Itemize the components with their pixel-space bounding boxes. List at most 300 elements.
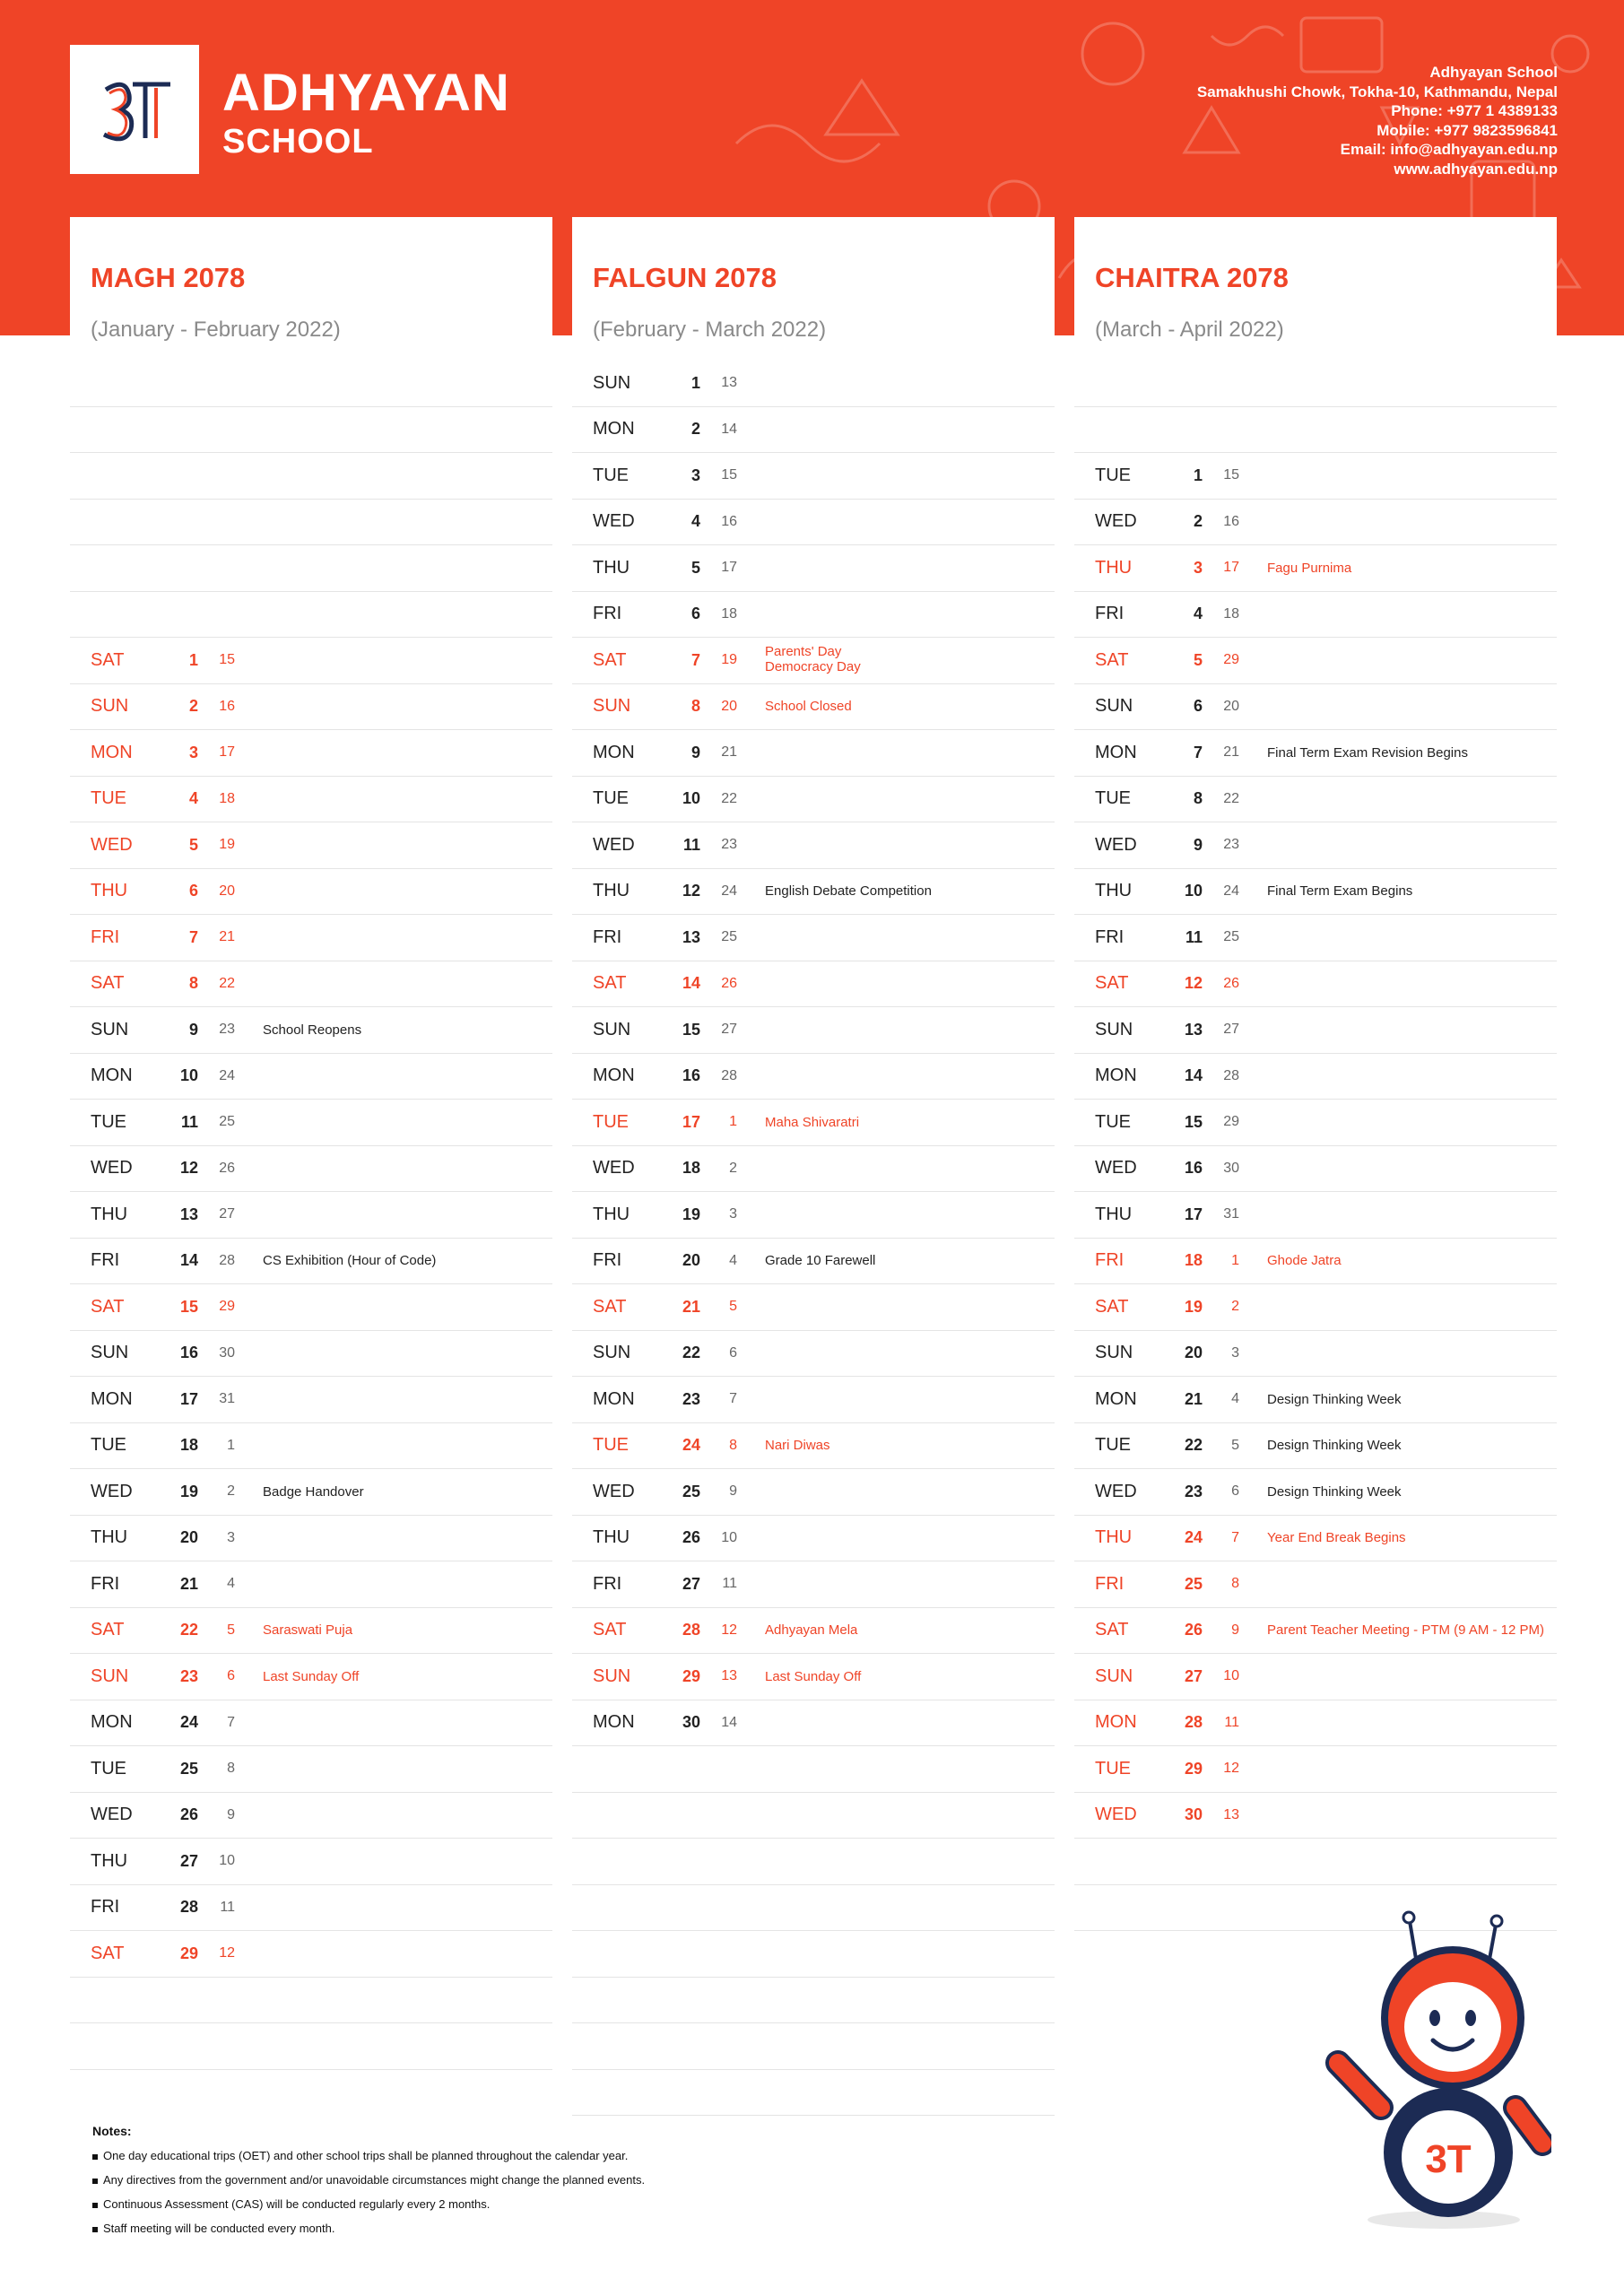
weekday: MON [1095, 1388, 1137, 1409]
english-date: 15 [219, 652, 235, 668]
english-date: 23 [1223, 837, 1239, 853]
english-date: 12 [219, 1945, 235, 1961]
weekday: SAT [91, 649, 125, 670]
weekday: SAT [1095, 649, 1129, 670]
english-date: 27 [219, 1206, 235, 1222]
empty-row [70, 500, 552, 546]
empty-row [572, 1839, 1055, 1885]
day-row [1074, 1608, 1557, 1655]
weekday: FRI [1095, 926, 1125, 947]
day-row [70, 684, 552, 731]
day-row [70, 1931, 552, 1978]
day-row [572, 1423, 1055, 1470]
day-row [572, 1331, 1055, 1378]
day-row [70, 777, 552, 823]
event-label: Nari Diwas [765, 1438, 830, 1454]
brand-name: ADHYAYAN [222, 64, 510, 122]
weekday: THU [1095, 1527, 1133, 1548]
weekday: THU [593, 881, 630, 901]
nepali-date: 6 [690, 604, 700, 623]
month-column-magh [70, 217, 552, 1963]
weekday: WED [1095, 1158, 1137, 1178]
nepali-date: 28 [1184, 1713, 1203, 1732]
nepali-date: 1 [1193, 465, 1203, 484]
day-list [572, 361, 1055, 2116]
weekday: THU [593, 1204, 630, 1224]
nepali-date: 5 [690, 558, 700, 577]
nepali-date: 14 [1184, 1066, 1203, 1085]
notes-title: Notes: [92, 2124, 132, 2138]
bullet-icon [92, 2203, 98, 2208]
day-row [70, 1192, 552, 1239]
weekday: WED [1095, 511, 1137, 532]
weekday: SUN [91, 696, 129, 717]
empty-row [70, 361, 552, 407]
nepali-date: 20 [682, 1251, 700, 1270]
event-label: Maha Shivaratri [765, 1114, 860, 1130]
nepali-date: 10 [682, 789, 700, 808]
english-date: 16 [1223, 513, 1239, 529]
day-list [1074, 361, 1557, 1931]
english-date: 13 [721, 1668, 737, 1684]
weekday: TUE [91, 1111, 126, 1132]
nepali-date: 14 [682, 974, 700, 993]
weekday: MON [91, 1712, 133, 1733]
weekday: THU [1095, 1204, 1133, 1224]
weekday: MON [91, 742, 133, 762]
weekday: WED [593, 1158, 635, 1178]
nepali-date: 8 [188, 974, 198, 993]
nepali-date: 9 [188, 1020, 198, 1039]
logo [70, 45, 199, 174]
day-row [572, 638, 1055, 684]
weekday: MON [593, 1388, 635, 1409]
nepali-date: 16 [1184, 1159, 1203, 1178]
weekday: THU [91, 1527, 128, 1548]
day-row [572, 407, 1055, 454]
english-date: 1 [729, 1114, 737, 1130]
empty-row [572, 2070, 1055, 2117]
note-text: Any directives from the government and/or unavoidable circumstances might change the planned events. [103, 2173, 646, 2187]
day-row [572, 961, 1055, 1008]
english-date: 25 [219, 1114, 235, 1130]
day-row [70, 1885, 552, 1932]
day-row [70, 1007, 552, 1054]
english-date: 22 [219, 975, 235, 991]
empty-row [572, 1978, 1055, 2024]
event-label: Fagu Purnima [1267, 560, 1352, 576]
day-row [1074, 453, 1557, 500]
day-row [572, 777, 1055, 823]
nepali-date: 30 [1184, 1805, 1203, 1824]
weekday: MON [593, 742, 635, 762]
weekday: FRI [593, 926, 622, 947]
nepali-date: 21 [1184, 1389, 1203, 1408]
day-row [572, 1007, 1055, 1054]
nepali-date: 20 [1184, 1344, 1203, 1362]
weekday: THU [91, 881, 128, 901]
weekday: TUE [91, 1435, 126, 1456]
nepali-date: 14 [179, 1251, 198, 1270]
day-row [1074, 915, 1557, 961]
contact-website: www.adhyayan.edu.np [1394, 160, 1558, 178]
day-row [70, 961, 552, 1008]
note-item [92, 2192, 645, 2216]
english-date: 10 [219, 1853, 235, 1869]
nepali-date: 17 [1184, 1205, 1203, 1223]
nepali-date: 4 [1193, 604, 1203, 623]
nepali-date: 29 [682, 1666, 700, 1685]
contact-email: Email: info@adhyayan.edu.np [1340, 141, 1558, 159]
nepali-date: 9 [1193, 835, 1203, 854]
day-row [572, 1561, 1055, 1608]
weekday: SAT [91, 1620, 125, 1640]
english-date: 9 [227, 1806, 235, 1822]
english-date: 1 [1231, 1252, 1239, 1268]
day-row [572, 1608, 1055, 1655]
event-label: Last Sunday Off [263, 1668, 360, 1684]
note-item [92, 2216, 645, 2240]
weekday: TUE [91, 788, 126, 809]
weekday: WED [593, 1481, 635, 1501]
nepali-date: 12 [682, 882, 700, 900]
event-label: Badge Handover [263, 1483, 364, 1500]
event-line: Parents' Day [765, 644, 842, 659]
nepali-date: 27 [179, 1851, 198, 1870]
day-row [1074, 1331, 1557, 1378]
english-date: 3 [227, 1529, 235, 1545]
weekday: WED [1095, 834, 1137, 855]
day-row [70, 730, 552, 777]
nepali-date: 16 [682, 1066, 700, 1085]
empty-row [572, 2023, 1055, 2070]
day-row [1074, 1469, 1557, 1516]
nepali-date: 11 [1185, 927, 1203, 946]
day-row [572, 1516, 1055, 1562]
nepali-date: 19 [179, 1482, 198, 1500]
day-row [572, 545, 1055, 592]
day-row [572, 822, 1055, 869]
day-row [572, 730, 1055, 777]
nepali-date: 22 [179, 1621, 198, 1639]
empty-row [1074, 1839, 1557, 1885]
english-date: 13 [1223, 1806, 1239, 1822]
english-date: 29 [1223, 1114, 1239, 1130]
weekday: SUN [593, 372, 631, 393]
weekday: MON [593, 419, 635, 439]
nepali-date: 3 [690, 465, 700, 484]
english-date: 4 [1231, 1391, 1239, 1407]
day-row [572, 1146, 1055, 1193]
english-date: 17 [721, 560, 737, 576]
event-label: Grade 10 Farewell [765, 1253, 876, 1269]
weekday: SUN [1095, 696, 1133, 717]
weekday: THU [1095, 557, 1133, 578]
nepali-date: 21 [179, 1574, 198, 1593]
weekday: FRI [1095, 604, 1125, 624]
nepali-date: 23 [682, 1389, 700, 1408]
weekday: TUE [593, 465, 629, 485]
english-date: 7 [1231, 1529, 1239, 1545]
nepali-date: 3 [188, 743, 198, 761]
empty-row [70, 407, 552, 454]
nepali-date: 30 [682, 1713, 700, 1732]
nepali-date: 24 [179, 1713, 198, 1732]
weekday: SUN [1095, 1343, 1133, 1363]
day-row [70, 822, 552, 869]
event-label: Parent Teacher Meeting - PTM (9 AM - 12 PM) [1267, 1622, 1545, 1639]
weekday: MON [1095, 742, 1137, 762]
nepali-date: 19 [1184, 1297, 1203, 1316]
english-date: 19 [219, 837, 235, 853]
weekday: WED [91, 1481, 133, 1501]
weekday: SAT [91, 973, 125, 994]
day-row [1074, 1100, 1557, 1146]
day-row [1074, 1146, 1557, 1193]
nepali-date: 13 [179, 1205, 198, 1223]
english-date: 7 [227, 1714, 235, 1730]
nepali-date: 10 [1184, 882, 1203, 900]
notes [92, 2119, 645, 2240]
english-date: 17 [219, 744, 235, 761]
day-row [70, 1746, 552, 1793]
english-date: 27 [721, 1022, 737, 1038]
weekday: THU [593, 1527, 630, 1548]
english-date: 8 [227, 1761, 235, 1777]
weekday: SUN [91, 1019, 129, 1039]
nepali-date: 6 [1193, 697, 1203, 716]
day-row [70, 915, 552, 961]
day-row [1074, 1423, 1557, 1470]
nepali-date: 28 [682, 1621, 700, 1639]
day-list [70, 361, 552, 2070]
weekday: TUE [1095, 788, 1131, 809]
nepali-date: 3 [1193, 558, 1203, 577]
nepali-date: 5 [1193, 650, 1203, 669]
weekday: SAT [1095, 973, 1129, 994]
nepali-date: 27 [682, 1574, 700, 1593]
nepali-date: 25 [1184, 1574, 1203, 1593]
weekday: SUN [91, 1343, 129, 1363]
empty-row [572, 1793, 1055, 1839]
day-row [1074, 961, 1557, 1008]
english-date: 24 [1223, 883, 1239, 899]
english-date: 10 [721, 1529, 737, 1545]
contact-address: Samakhushi Chowk, Tokha-10, Kathmandu, Nepal [1196, 83, 1558, 100]
nepali-date: 11 [180, 1112, 198, 1131]
weekday: SAT [593, 973, 627, 994]
nepali-date: 21 [682, 1297, 700, 1316]
nepali-date: 13 [682, 927, 700, 946]
day-row [1074, 869, 1557, 916]
day-row [572, 592, 1055, 639]
nepali-date: 24 [682, 1436, 700, 1455]
english-date: 13 [721, 375, 737, 391]
weekday: TUE [1095, 1758, 1131, 1779]
day-row [1074, 1700, 1557, 1747]
day-row [1074, 1007, 1557, 1054]
nepali-date: 1 [188, 650, 198, 669]
weekday: MON [593, 1712, 635, 1733]
day-row [572, 1054, 1055, 1100]
note-item [92, 2168, 645, 2192]
nepali-date: 10 [179, 1066, 198, 1085]
day-row [70, 1423, 552, 1470]
weekday: MON [1095, 1065, 1137, 1086]
nepali-date: 18 [682, 1159, 700, 1178]
weekday: WED [1095, 1481, 1137, 1501]
english-date: 5 [1231, 1437, 1239, 1453]
weekday: FRI [593, 1250, 622, 1271]
empty-row [70, 1978, 552, 2024]
bullet-icon [92, 2154, 98, 2160]
english-date: 25 [1223, 929, 1239, 945]
weekday: SUN [91, 1665, 129, 1686]
weekday: TUE [593, 1435, 629, 1456]
nepali-date: 8 [690, 697, 700, 716]
english-date: 7 [729, 1391, 737, 1407]
weekday: WED [593, 834, 635, 855]
weekday: SAT [593, 1296, 627, 1317]
weekday: TUE [593, 788, 629, 809]
english-date: 27 [1223, 1022, 1239, 1038]
english-date: 1 [227, 1437, 235, 1453]
weekday: TUE [1095, 465, 1131, 485]
weekday: SAT [91, 1296, 125, 1317]
english-date: 26 [721, 975, 737, 991]
english-date: 5 [729, 1299, 737, 1315]
nepali-date: 25 [179, 1759, 198, 1778]
english-date: 23 [721, 837, 737, 853]
day-row [572, 1284, 1055, 1331]
weekday: FRI [91, 1897, 120, 1918]
english-date: 28 [721, 1067, 737, 1083]
day-row [572, 1100, 1055, 1146]
english-date: 10 [1223, 1668, 1239, 1684]
day-row [572, 869, 1055, 916]
weekday: THU [91, 1850, 128, 1871]
empty-row [1074, 361, 1557, 407]
english-date: 20 [219, 883, 235, 899]
event-label: Design Thinking Week [1267, 1391, 1402, 1407]
english-date: 18 [721, 605, 737, 622]
nepali-date: 5 [188, 835, 198, 854]
english-date: 3 [1231, 1344, 1239, 1361]
day-row [1074, 822, 1557, 869]
english-date: 21 [219, 929, 235, 945]
nepali-date: 23 [179, 1666, 198, 1685]
weekday: TUE [1095, 1111, 1131, 1132]
english-date: 6 [729, 1344, 737, 1361]
nepali-date: 27 [1184, 1666, 1203, 1685]
weekday: TUE [593, 1111, 629, 1132]
english-date: 17 [1223, 560, 1239, 576]
event-label: Design Thinking Week [1267, 1438, 1402, 1454]
nepali-date: 17 [179, 1389, 198, 1408]
nepali-date: 26 [1184, 1621, 1203, 1639]
mascot-logo: 3T [1425, 2137, 1472, 2181]
day-row [1074, 638, 1557, 684]
day-row [1074, 1561, 1557, 1608]
weekday: WED [593, 511, 635, 532]
weekday: THU [593, 557, 630, 578]
month-title: FALGUN 2078 [593, 262, 777, 293]
english-date: 3 [729, 1206, 737, 1222]
day-row [1074, 1377, 1557, 1423]
nepali-date: 8 [1193, 789, 1203, 808]
day-row [70, 1239, 552, 1285]
weekday: SAT [1095, 1296, 1129, 1317]
brand-subtitle: SCHOOL [222, 123, 374, 161]
month-range: (February - March 2022) [593, 317, 827, 342]
day-row [70, 1100, 552, 1146]
weekday: FRI [91, 926, 120, 947]
day-row [1074, 1192, 1557, 1239]
nepali-date: 15 [179, 1297, 198, 1316]
nepali-date: 16 [179, 1344, 198, 1362]
day-row [1074, 500, 1557, 546]
day-row [572, 1700, 1055, 1747]
month-range: (January - February 2022) [91, 317, 341, 342]
empty-row [572, 1885, 1055, 1932]
weekday: SUN [1095, 1019, 1133, 1039]
day-row [572, 1192, 1055, 1239]
month-title: CHAITRA 2078 [1095, 262, 1289, 293]
weekday: WED [1095, 1805, 1137, 1825]
english-date: 31 [1223, 1206, 1239, 1222]
weekday: SUN [593, 696, 631, 717]
day-row [1074, 777, 1557, 823]
nepali-date: 25 [682, 1482, 700, 1500]
weekday: MON [593, 1065, 635, 1086]
day-row [1074, 545, 1557, 592]
day-row [1074, 1746, 1557, 1793]
day-row [70, 1377, 552, 1423]
day-row [572, 1377, 1055, 1423]
weekday: FRI [1095, 1573, 1125, 1594]
month-column-chaitra [1074, 217, 1557, 1896]
english-date: 29 [1223, 652, 1239, 668]
day-row [70, 1839, 552, 1885]
weekday: WED [91, 834, 133, 855]
english-date: 15 [1223, 467, 1239, 483]
english-date: 21 [721, 744, 737, 761]
nepali-date: 29 [1184, 1759, 1203, 1778]
day-row [70, 869, 552, 916]
nepali-date: 15 [682, 1020, 700, 1039]
day-row [70, 1561, 552, 1608]
day-row [572, 915, 1055, 961]
event-label [765, 638, 861, 674]
english-date: 28 [219, 1252, 235, 1268]
weekday: SAT [593, 649, 627, 670]
weekday: FRI [593, 604, 622, 624]
nepali-date: 22 [1184, 1436, 1203, 1455]
nepali-date: 18 [179, 1436, 198, 1455]
weekday: FRI [91, 1573, 120, 1594]
empty-row [70, 545, 552, 592]
english-date: 22 [721, 790, 737, 806]
event-label: Ghode Jatra [1267, 1253, 1342, 1269]
english-date: 16 [721, 513, 737, 529]
weekday: WED [91, 1158, 133, 1178]
english-date: 28 [1223, 1067, 1239, 1083]
english-date: 24 [219, 1067, 235, 1083]
english-date: 2 [729, 1160, 737, 1176]
weekday: SUN [593, 1343, 631, 1363]
event-label: English Debate Competition [765, 883, 932, 900]
day-row [70, 1793, 552, 1839]
